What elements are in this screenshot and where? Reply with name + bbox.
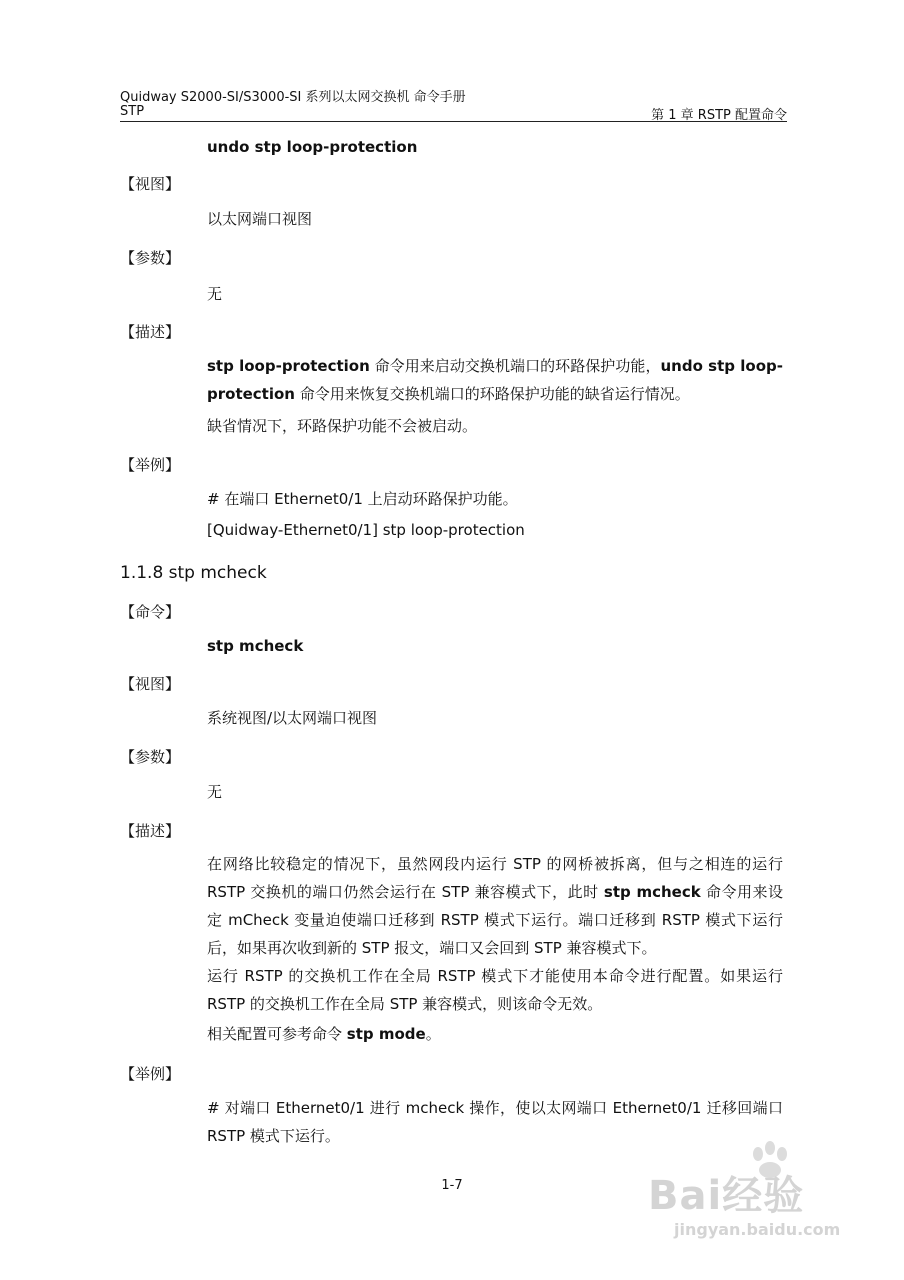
- desc-paragraph-2: 运行 RSTP 的交换机工作在全局 RSTP 模式下才能使用本命令进行配置。如果运行 RSTP 的交换机工作在全局 STP 兼容模式，则该命令无效。: [207, 967, 783, 1013]
- desc-paragraph-2: 缺省情况下，环路保护功能不会被启动。: [207, 417, 478, 435]
- desc-paragraph-3: [207, 1020, 783, 1048]
- view-label: 【视图】: [120, 675, 181, 693]
- page-number: 1-7: [441, 1178, 463, 1193]
- command-label: 【命令】: [120, 603, 181, 621]
- desc-text: 命令用来设定 mCheck 变量迫使端口迁移到 RSTP 模式下运行。端口迁移到 RSTP 模式下运行后，如果再次收到新的 STP 报文，端口又会回到 STP 兼容模式下。: [207, 883, 783, 957]
- example-comment: # 在端口 Ethernet0/1 上启动环路保护功能。: [207, 490, 518, 508]
- section-heading: 1.1.8 stp mcheck: [120, 563, 267, 583]
- desc-text: 命令用来启动交换机端口的环路保护功能，: [369, 357, 661, 375]
- header-book-title: Quidway S2000-SI/S3000-SI 系列以太网交换机 命令手册: [120, 90, 466, 105]
- example-command: [Quidway-Ethernet0/1] stp loop-protection: [207, 521, 525, 539]
- desc-text: 在网络比较稳定的情况下，虽然网段内运行 STP 的网桥被拆离，但与之相连的运行 RSTP 交换机的端口仍然会运行在 STP 兼容模式下，此时: [207, 855, 783, 901]
- undo-command: undo stp loop-protection: [207, 138, 418, 156]
- command-ref: stp loop-protection: [207, 357, 370, 375]
- header-rule: [120, 121, 787, 122]
- param-label: 【参数】: [120, 249, 181, 267]
- command-ref: stp mode: [346, 1025, 426, 1043]
- command-ref: undo stp loop-protection: [207, 357, 783, 403]
- view-text: 以太网端口视图: [207, 210, 313, 228]
- header-chapter: 第 1 章 RSTP 配置命令: [651, 108, 787, 123]
- example-text: # 对端口 Ethernet0/1 进行 mcheck 操作，使以太网端口 Ethernet0/1 迁移回端口 RSTP 模式下运行。: [207, 1099, 783, 1145]
- desc-label: 【描述】: [120, 822, 181, 840]
- baidu-watermark: [634, 1140, 854, 1250]
- command-ref: stp mcheck: [603, 883, 701, 901]
- command-syntax: stp mcheck: [207, 637, 304, 655]
- param-text: 无: [207, 783, 223, 801]
- desc-text: 相关配置可参考命令: [207, 1025, 347, 1043]
- desc-paragraph-1: [207, 352, 783, 408]
- param-label: 【参数】: [120, 748, 181, 766]
- desc-text: 。: [425, 1025, 441, 1043]
- example-label: 【举例】: [120, 456, 181, 474]
- watermark-url: jingyan.baidu.com: [674, 1220, 841, 1239]
- desc-paragraph-1: [207, 850, 783, 962]
- desc-label: 【描述】: [120, 323, 181, 341]
- watermark-brand: Bai经验: [648, 1173, 805, 1219]
- param-text: 无: [207, 285, 223, 303]
- view-label: 【视图】: [120, 175, 181, 193]
- view-text: 系统视图/以太网端口视图: [207, 709, 378, 727]
- desc-text: 命令用来恢复交换机端口的环路保护功能的缺省运行情况。: [294, 385, 690, 403]
- example-label: 【举例】: [120, 1065, 181, 1083]
- header-section: STP: [120, 104, 145, 119]
